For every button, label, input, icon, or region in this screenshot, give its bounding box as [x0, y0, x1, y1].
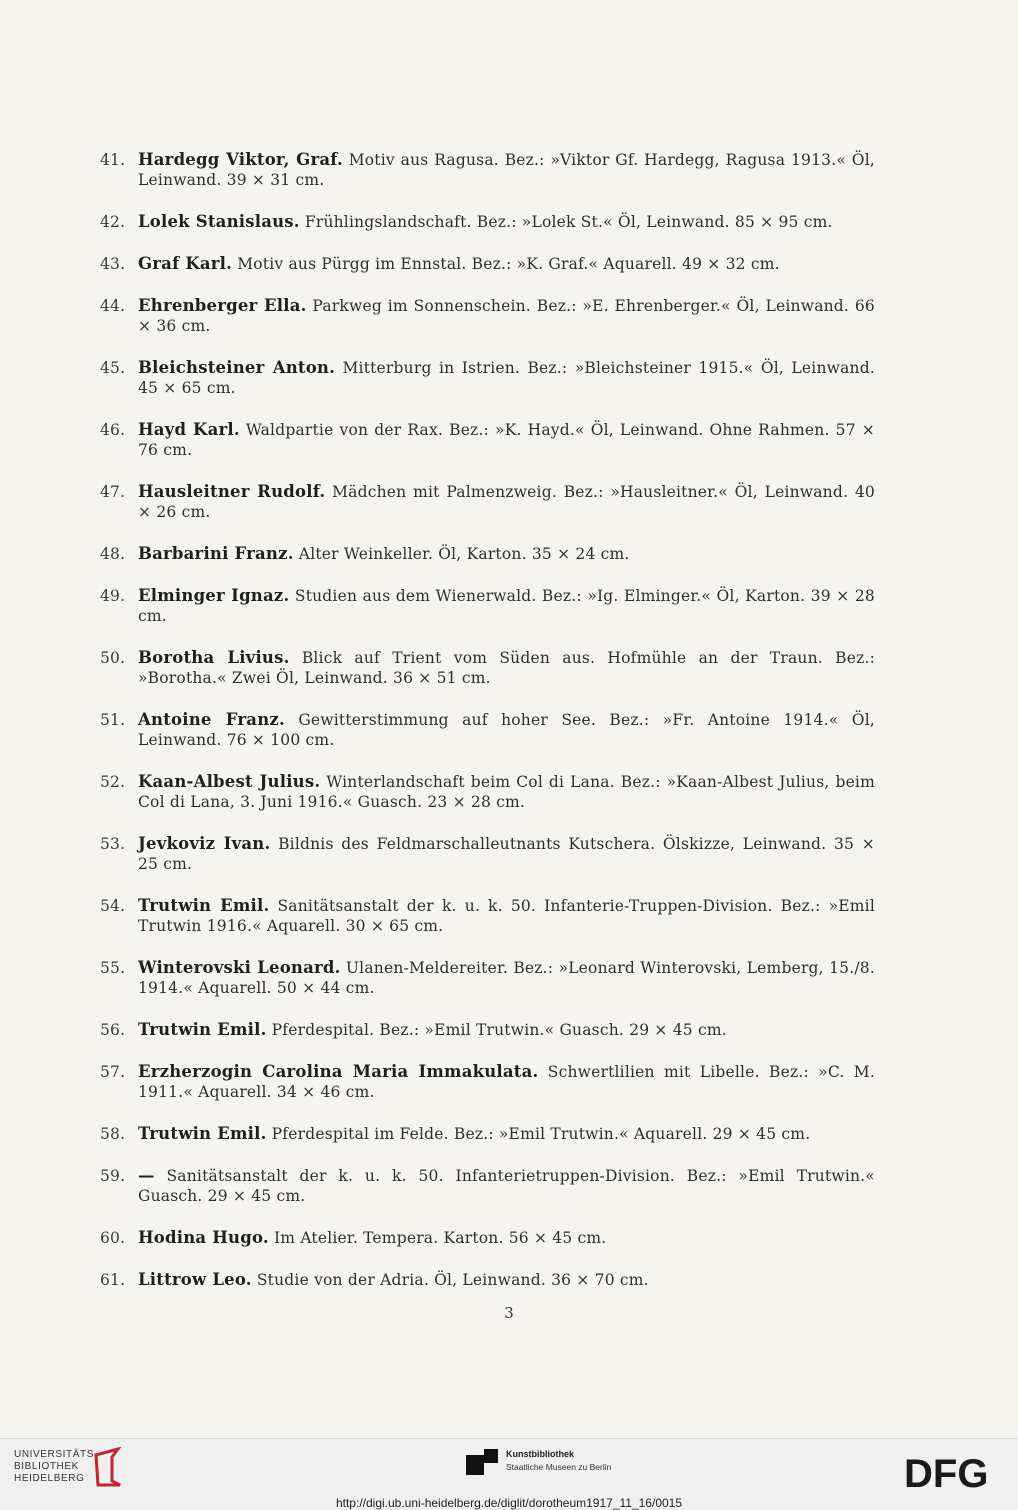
ub-line-1: UNIVERSITÄTS- — [14, 1449, 98, 1460]
entry-number: 47. — [100, 483, 126, 501]
entry-number: 60. — [100, 1229, 126, 1247]
catalogue-entry — [100, 586, 875, 626]
catalogue-entry — [100, 358, 875, 398]
artist-name: Barbarini Franz. — [138, 544, 294, 563]
catalogue-entry — [100, 296, 875, 336]
entry-number: 59. — [100, 1167, 126, 1185]
artist-name: Hardegg Viktor, Graf. — [138, 150, 343, 169]
kunstbibliothek-subtitle: Staatliche Museen zu Berlin — [506, 1462, 612, 1472]
dfg-logo-icon[interactable] — [900, 1451, 1008, 1491]
catalogue-entry — [100, 648, 875, 688]
work-description: Im Atelier. Tempera. Karton. 56 × 45 cm. — [273, 1229, 607, 1247]
entry-number: 45. — [100, 359, 126, 377]
work-description: Blick auf Trient vom Süden aus. Hofmühle an der Traun. Bez.: »Borotha.« Zwei Öl, Leinwand. 36 × 51 cm. — [138, 649, 875, 687]
work-description: Parkweg im Sonnenschein. Bez.: »E. Ehrenberger.« Öl, Leinwand. 66 × 36 cm. — [138, 297, 875, 335]
artist-name: Lolek Stanislaus. — [138, 212, 300, 231]
entry-number: 57. — [100, 1063, 126, 1081]
entry-number: 44. — [100, 297, 126, 315]
ub-heidelberg-logo-text[interactable] — [14, 1449, 98, 1485]
artist-name: Erzherzogin Carolina Maria Immakulata. — [138, 1062, 539, 1081]
entry-number: 53. — [100, 835, 126, 853]
dfg-logo-text: DFG — [904, 1452, 989, 1491]
entry-number: 54. — [100, 897, 126, 915]
catalogue-entry — [100, 212, 875, 232]
work-description: Gewitterstimmung auf hoher See. Bez.: »Fr. Antoine 1914.« Öl, Leinwand. 76 × 100 cm. — [138, 711, 875, 749]
work-description: Pferdespital. Bez.: »Emil Trutwin.« Guasch. 29 × 45 cm. — [271, 1021, 727, 1039]
artist-name: Trutwin Emil. — [138, 1124, 267, 1143]
artist-name: Kaan-Albest Julius. — [138, 772, 321, 791]
entry-number: 50. — [100, 649, 126, 667]
entry-number: 46. — [100, 421, 126, 439]
catalogue-entry — [100, 710, 875, 750]
artist-name: Hayd Karl. — [138, 420, 240, 439]
work-description: Waldpartie von der Rax. Bez.: »K. Hayd.« Öl, Leinwand. Ohne Rahmen. 57 × 76 cm. — [138, 421, 875, 459]
artist-name: — — [138, 1166, 155, 1185]
entry-number: 55. — [100, 959, 126, 977]
entry-number: 49. — [100, 587, 126, 605]
page-number: 3 — [504, 1304, 514, 1322]
entry-number: 43. — [100, 255, 126, 273]
catalogue-entry — [100, 482, 875, 522]
kunstbibliothek-title: Kunstbibliothek — [506, 1449, 574, 1459]
catalogue-entry — [100, 1020, 875, 1040]
work-description: Studien aus dem Wienerwald. Bez.: »Ig. Elminger.« Öl, Karton. 39 × 28 cm. — [138, 587, 875, 625]
catalogue-entry — [100, 1062, 875, 1102]
entry-number: 61. — [100, 1271, 126, 1289]
catalogue-entry — [100, 254, 875, 274]
catalogue-entry — [100, 958, 875, 998]
work-description: Bildnis des Feldmarschalleutnants Kutschera. Ölskizze, Leinwand. 35 × 25 cm. — [138, 835, 875, 873]
catalogue-entry — [100, 1228, 875, 1248]
catalogue-entry — [100, 150, 875, 190]
work-description: Mitterburg in Istrien. Bez.: »Bleichsteiner 1915.« Öl, Leinwand. 45 × 65 cm. — [138, 359, 875, 397]
work-description: Ulanen-Meldereiter. Bez.: »Leonard Winterovski, Lemberg, 15./8. 1914.« Aquarell. 50 × 44 cm. — [138, 959, 875, 997]
entry-number: 52. — [100, 773, 126, 791]
ub-line-3: HEIDELBERG — [14, 1473, 85, 1484]
artist-name: Hausleitner Rudolf. — [138, 482, 326, 501]
ub-heidelberg-logo-icon[interactable] — [92, 1447, 124, 1487]
viewer-footer — [0, 1438, 1018, 1510]
artist-name: Jevkoviz Ivan. — [138, 834, 271, 853]
work-description: Pferdespital im Felde. Bez.: »Emil Trutwin.« Aquarell. 29 × 45 cm. — [271, 1125, 811, 1143]
work-description: Mädchen mit Palmenzweig. Bez.: »Hausleitner.« Öl, Leinwand. 40 × 26 cm. — [138, 483, 875, 521]
kunstbibliothek-icon — [466, 1449, 498, 1475]
catalogue-entry — [100, 1166, 875, 1206]
work-description: Winterlandschaft beim Col di Lana. Bez.: »Kaan-Albest Julius, beim Col di Lana, 3. Juni 1916.« Guasch. 23 × 28 cm. — [138, 773, 875, 811]
catalogue-entry — [100, 772, 875, 812]
catalogue-entries — [100, 150, 875, 1312]
catalogue-entry — [100, 1124, 875, 1144]
artist-name: Borotha Livius. — [138, 648, 290, 667]
work-description: Sanitätsanstalt der k. u. k. 50. Infanterie-Truppen-Division. Bez.: »Emil Trutwin 1916.« Aquarell. 30 × 65 cm. — [138, 897, 875, 935]
entry-number: 51. — [100, 711, 126, 729]
catalogue-entry — [100, 834, 875, 874]
entry-number: 48. — [100, 545, 126, 563]
artist-name: Trutwin Emil. — [138, 1020, 267, 1039]
artist-name: Hodina Hugo. — [138, 1228, 269, 1247]
artist-name: Graf Karl. — [138, 254, 233, 273]
artist-name: Winterovski Leonard. — [138, 958, 341, 977]
artist-name: Littrow Leo. — [138, 1270, 252, 1289]
artist-name: Ehrenberger Ella. — [138, 296, 307, 315]
entry-number: 58. — [100, 1125, 126, 1143]
catalogue-entry — [100, 896, 875, 936]
artist-name: Trutwin Emil. — [138, 896, 270, 915]
work-description: Schwertlilien mit Libelle. Bez.: »C. M. 1911.« Aquarell. 34 × 46 cm. — [138, 1063, 875, 1101]
artist-name: Bleichsteiner Anton. — [138, 358, 336, 377]
work-description: Motiv aus Pürgg im Ennstal. Bez.: »K. Graf.« Aquarell. 49 × 32 cm. — [237, 255, 780, 273]
entry-number: 42. — [100, 213, 126, 231]
work-description: Frühlingslandschaft. Bez.: »Lolek St.« Öl, Leinwand. 85 × 95 cm. — [304, 213, 833, 231]
catalogue-entry — [100, 420, 875, 460]
ub-line-2: BIBLIOTHEK — [14, 1461, 79, 1472]
work-description: Motiv aus Ragusa. Bez.: »Viktor Gf. Hardegg, Ragusa 1913.« Öl, Leinwand. 39 × 31 cm. — [138, 151, 875, 189]
work-description: Alter Weinkeller. Öl, Karton. 35 × 24 cm. — [298, 545, 630, 563]
work-description: Sanitätsanstalt der k. u. k. 50. Infanterietruppen-Division. Bez.: »Emil Trutwin.« Guasch. 29 × 45 cm. — [138, 1167, 875, 1205]
artist-name: Antoine Franz. — [138, 710, 285, 729]
catalogue-entry — [100, 1270, 875, 1290]
entry-number: 41. — [100, 151, 126, 169]
entry-number: 56. — [100, 1021, 126, 1039]
catalogue-entry — [100, 544, 875, 564]
page-url-link[interactable]: http://digi.ub.uni-heidelberg.de/diglit/dorotheum1917_11_16/0015 — [335, 1496, 683, 1510]
work-description: Studie von der Adria. Öl, Leinwand. 36 × 70 cm. — [256, 1271, 649, 1289]
artist-name: Elminger Ignaz. — [138, 586, 290, 605]
